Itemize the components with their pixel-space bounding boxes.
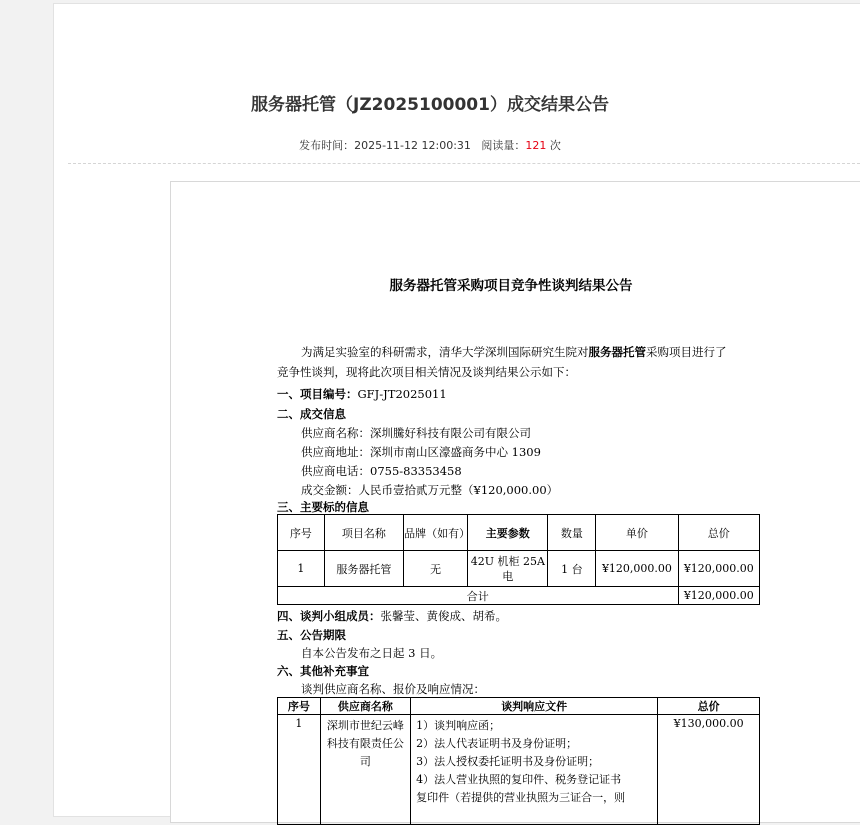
cell2-supplier: 深圳市世纪云峰科技有限责任公司 (320, 715, 410, 825)
th2-docs: 谈判响应文件 (411, 698, 658, 715)
panel-members: 张馨莹、黄俊成、胡希。 (380, 609, 507, 623)
table-row (278, 551, 760, 587)
items-table (277, 514, 760, 605)
supplier-address: 供应商地址：深圳市南山区濠盛商务中心 1309 (301, 445, 541, 459)
deal-amount: 成交金额：人民币壹拾贰万元整（¥120,000.00） (301, 483, 559, 497)
cell-params: 42U 机柜 25A 电 (468, 551, 548, 587)
th-unit-price: 单价 (596, 515, 678, 551)
bids-table (277, 697, 760, 825)
section4-label: 四、谈判小组成员： (277, 609, 381, 623)
section1-label: 一、项目编号： (277, 387, 358, 401)
total-label: 合计 (278, 587, 679, 605)
section3-label: 三、主要标的信息 (277, 500, 369, 514)
supplier-name: 供应商名称：深圳騰好科技有限公司有限公司 (301, 426, 531, 440)
section4 (277, 608, 507, 624)
divider (68, 163, 860, 164)
cell-brand: 无 (404, 551, 468, 587)
cell-no: 1 (278, 551, 325, 587)
th-no: 序号 (278, 515, 325, 551)
document-title: 服务器托管采购项目竞争性谈判结果公告 (389, 278, 633, 294)
article-meta (0, 137, 860, 153)
th-total: 总价 (678, 515, 759, 551)
th-qty: 数量 (548, 515, 596, 551)
intro-project-name: 服务器托管 (588, 345, 646, 359)
th2-total: 总价 (658, 698, 760, 715)
cell-qty: 1 台 (548, 551, 596, 587)
doc-item: 4）法人营业执照的复印件、税务登记证书 (416, 773, 622, 786)
views-count: 121 (525, 139, 547, 152)
intro-paragraph-cont: 竞争性谈判，现将此次项目相关情况及谈判结果公示如下： (277, 365, 576, 379)
page-title: 服务器托管（JZ2025100001）成交结果公告 (251, 95, 609, 115)
publish-label: 发布时间： (299, 139, 355, 152)
doc-item: 3）法人授权委托证明书及身份证明； (416, 755, 600, 768)
intro-text-b: 采购项目进行了 (646, 345, 727, 359)
section-project-number (277, 386, 447, 402)
section6-label: 六、其他补充事宜 (277, 664, 369, 678)
notice-period: 自本公告发布之日起 3 日。 (301, 646, 443, 660)
views-label: 阅读量： (481, 139, 526, 152)
section5-label: 五、公告期限 (277, 628, 346, 642)
cell-unit-price: ¥120,000.00 (596, 551, 678, 587)
cell-total: ¥120,000.00 (678, 551, 759, 587)
project-number: GFJ-JT2025011 (357, 387, 447, 401)
cell2-docs (411, 715, 658, 825)
doc-item: 复印件（若提供的营业执照为三证合一，则 (416, 791, 626, 804)
th-name: 项目名称 (324, 515, 403, 551)
doc-item: 2）法人代表证明书及身份证明； (416, 737, 578, 750)
th-brand: 品牌（如有） (404, 515, 468, 551)
cell2-no: 1 (278, 715, 321, 825)
cell-name: 服务器托管 (324, 551, 403, 587)
intro-text-a: 为满足实验室的科研需求，清华大学深圳国际研究生院对 (301, 345, 589, 359)
th2-no: 序号 (278, 698, 321, 715)
total-value: ¥120,000.00 (678, 587, 759, 605)
section6-text: 谈判供应商名称、报价及响应情况： (301, 682, 485, 696)
supplier-phone: 供应商电话：0755-83353458 (301, 464, 462, 478)
cell2-total: ¥130,000.00 (658, 715, 760, 825)
intro-paragraph (301, 344, 727, 360)
th-params: 主要参数 (468, 515, 548, 551)
document-frame (170, 181, 860, 823)
doc-item: 1）谈判响应函； (416, 719, 501, 732)
publish-time: 2025-11-12 12:00:31 (354, 139, 471, 152)
table-total-row (278, 587, 760, 605)
section2-label: 二、成交信息 (277, 407, 346, 421)
views-unit: 次 (549, 139, 561, 152)
table-row (278, 715, 760, 825)
th2-supplier: 供应商名称 (320, 698, 410, 715)
